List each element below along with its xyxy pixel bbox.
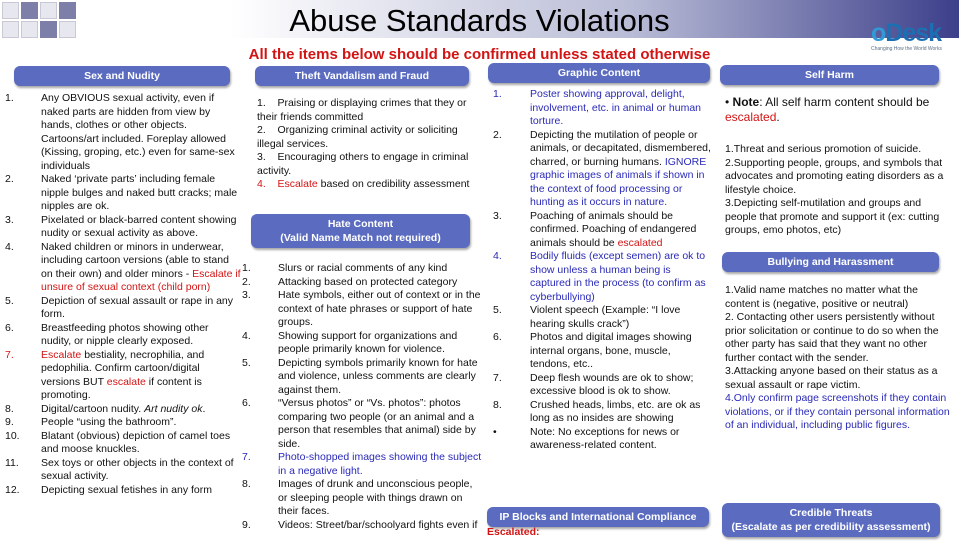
list-item-text: Note: No exceptions for news or awareness-related content. [530,425,680,451]
list-item-text: Showing support for organizations and people primarily known for violence. [278,329,458,355]
self-harm-item-1: 1.Threat and serious promotion of suicide. [725,143,922,155]
list-item [5,295,241,322]
list-item-number: 4. [5,240,14,253]
list-item-number: 1. [5,92,14,104]
header-credible [722,503,940,537]
logo-tagline: Changing How the World Works [871,46,942,52]
note-label: Note [732,95,760,109]
list-item-text: Breastfeeding photos showing other nudity, or nipple clearly exposed. [41,321,209,347]
list-item-number: 7. [242,451,251,463]
header-credible-line1: Credible Threats [789,507,873,519]
list-item-number: 5. [493,304,502,316]
list-item [257,151,483,178]
list-item [242,330,482,357]
list-item [493,372,711,399]
bullying-item-3: 3.Attacking anyone based on their status as a sexual assault or rape victim. [725,365,938,391]
list-item-number: 12. [5,483,20,496]
list-item-number: 2. [242,275,251,288]
list-item [5,241,241,295]
list-item [242,397,482,451]
list-item [493,399,711,426]
list-item-number: 6. [493,331,502,343]
list-item [5,92,241,173]
list-item-text: Depiction of sexual assault or rape in any form. [41,294,234,320]
list-item [242,519,482,533]
list-item-text: escalate [106,375,146,388]
list-item-text: People “using the bathroom”. [41,416,177,428]
hate-list [242,262,482,532]
list-item-text: Escalate [41,348,82,361]
self-harm-item-3: 3.Depicting self-mutilation and groups and people that promote and support it (ex: cutting groups, emo photos, etc) [725,197,940,236]
bullying-content [725,284,950,433]
list-item-number: 1. [242,262,251,274]
bullying-item-2: 2. Contacting other users persistently without prior solicitation or continue to do so when the other party has said that they want no other further contact with the sender. [725,311,939,364]
list-item-number: 10. [5,429,20,442]
list-item-text: Praising or displaying crimes that they or their friends committed [257,97,467,123]
list-item [242,276,482,290]
list-item-number: 7. [493,371,502,384]
list-item-number: 8. [493,398,502,411]
list-item [493,129,711,210]
list-item [242,357,482,398]
list-item [5,403,241,417]
list-item-number: 9. [5,416,14,428]
list-item-number: 1. [493,88,502,100]
list-item-text: Pixelated or black-barred content showing nudity or sexual activity as above. [41,213,237,239]
logo-desk: Desk [885,19,942,47]
list-item-text: “Versus photos” or “Vs. photos”: photos comparing two people (or an animal and a person that resembles that animal) side by side. [278,397,476,450]
list-item [493,331,711,372]
list-item-number: 5. [242,356,251,369]
list-item-text: bestiality, necrophilia, and pedophilia. Confirm cartoon/digital versions BUT [41,348,205,388]
list-item-text: . [202,402,206,415]
list-item-number: 8. [242,478,251,490]
logo-o: o [871,19,886,47]
header-hate [251,214,470,248]
list-item [5,416,241,430]
list-item-text: Crushed heads, limbs, etc. are ok as long as no insides are showing [530,398,701,424]
list-item-number: 8. [5,402,14,415]
self-harm-content [725,95,950,238]
list-item-text: Slurs or racial comments of any kind [278,262,448,274]
list-item-text: Digital/cartoon nudity. [41,402,145,415]
list-item-number: 3. [257,151,266,163]
header-hate-line1: Hate Content [327,218,394,230]
list-item [5,214,241,241]
graphic-list [493,88,711,453]
list-item-number: 9. [242,518,251,531]
list-item [493,304,711,331]
list-item-text: Organizing criminal activity or soliciting illegal services. [257,124,458,150]
list-item-text: Attacking based on protected category [278,275,458,288]
list-item-text: Videos: Street/bar/schoolyard fights even if [278,518,478,531]
note-text: : All self harm content should be [759,95,930,109]
header-ip: IP Blocks and International Compliance [487,507,709,527]
note-end: . [776,110,780,124]
list-item [242,451,482,478]
list-item-text: based on credibility assessment [317,178,470,190]
list-item [5,322,241,349]
header-credible-line2: (Escalate as per credibility assessment) [731,521,931,533]
list-item-text: Deep flesh wounds are ok to show; excessive blood is ok to show. [530,371,694,397]
list-item-text: Naked children or minors in underwear, including cartoon versions (able to stand on their own) and older minors - [41,240,229,280]
list-item-text: Depicting sexual fetishes in any form [41,483,212,496]
list-item [242,262,482,276]
list-item-text: Escalate if unsure of sexual context (child porn) [41,267,241,293]
list-item-number: 2. [5,173,14,185]
list-item [242,289,482,330]
list-item-number: 3. [493,209,502,222]
list-item-number: 3. [242,289,251,301]
list-item [493,210,711,251]
list-item [257,97,483,124]
list-item-text: Depicting symbols primarily known for hate and violence, unless comments are clearly against them. [278,356,478,396]
list-item-text: Art nudity ok [144,402,203,415]
list-item-text: Photos and digital images showing internal organs, bone, muscle, tendons, etc.. [530,331,692,370]
theft-list [257,97,483,192]
page-title: Abuse Standards Violations [289,3,670,38]
list-item-number: 4. [493,250,502,262]
spacer [266,178,278,190]
self-harm-note [725,95,950,125]
list-item-number: 1. [257,97,266,109]
bullying-item-4: 4.Only confirm page screenshots if they contain violations, or if they contain personal information of an individual, including public figures. [725,392,950,431]
bullying-item-1: 1.Valid name matches no matter what the content is (negative, positive or neutral) [725,284,918,310]
page-subtitle: All the items below should be confirmed unless stated otherwise [248,46,711,63]
header-graphic: Graphic Content [488,63,710,83]
list-item-number: 4. [242,329,251,342]
spacer [266,124,278,136]
list-item [5,457,241,484]
list-item-number: 5. [5,294,14,307]
list-item [5,173,241,214]
list-item-text: Images of drunk and unconscious people, or sleeping people with things drawn on their faces. [278,478,473,517]
list-item [493,88,711,129]
list-item-text: Photo-shopped images showing the subject in a negative light. [278,451,482,477]
list-item-text: Hate symbols, either out of context or in the context of hate phrases or support of hate groups. [278,289,481,328]
list-item [493,426,711,453]
list-item-text: Depicting the mutilation of people or animals, or decapitated, dismembered, charred, or burning humans. [530,128,711,168]
list-item-text: escalated [617,236,663,249]
spacer [266,97,278,109]
header-self-harm: Self Harm [720,65,939,85]
header-hate-line2: (Valid Name Match not required) [280,232,441,244]
list-item [242,478,482,519]
ip-escalated-label: Escalated: [487,526,540,538]
list-item [5,349,241,403]
list-item-number: 11. [5,456,19,469]
list-item [493,250,711,304]
note-bullet: • [725,95,730,109]
spacer [266,151,278,163]
list-item-number: 2. [257,124,266,136]
list-item-number: • [493,425,497,438]
list-item-text: Blatant (obvious) depiction of camel toes and moose knuckles. [41,429,231,455]
list-item-text: IGNORE graphic images of animals if shown in the context of food processing or hunting as it occurs in nature. [530,155,707,208]
self-harm-item-2: 2.Supporting people, groups, and symbols that advocates and promoting eating disorders as a lifestyle choice. [725,156,944,196]
list-item-number: 4. [257,178,266,190]
note-escalated: escalated [725,110,777,124]
header-theft: Theft Vandalism and Fraud [255,66,469,86]
list-item-number: 2. [493,128,502,141]
header-bullying: Bullying and Harassment [722,252,939,272]
list-item-text: Sex toys or other objects in the context of sexual activity. [41,456,234,482]
list-item-text: Poaching of animals should be confirmed. Poaching of endangered animals should be [530,209,697,249]
list-item-number: 7. [5,348,14,361]
list-item [257,178,483,192]
list-item [257,124,483,151]
odesk-logo [871,20,941,52]
list-item-text: Bodily fluids (except semen) are ok to show unless a human being is captured in the process (to confirm as cyberbullying) [530,250,706,303]
list-item-text: Poster showing approval, delight, involvement, etc. in animal or human torture. [530,88,701,127]
list-item-text: Encouraging others to engage in criminal activity. [257,151,469,177]
list-item-number: 6. [242,397,251,409]
sex-nudity-list [5,92,241,497]
list-item-text: Naked ‘private parts’ including female nipple bulges and naked butt cracks; male nipples are ok. [41,173,238,212]
list-item-text: Escalate [277,178,318,190]
list-item [5,430,241,457]
list-item-text: Any OBVIOUS sexual activity, even if naked parts are hidden from view by hands, clothes or other objects. Cartoons/art included. Foreplay allowed (Kissing, groping, etc.) even for same-sex individuals [41,92,235,172]
list-item [5,484,241,498]
list-item-number: 6. [5,321,14,334]
list-item-text: Violent speech (Example: “I love hearing skulls crack”) [530,304,681,330]
list-item-number: 3. [5,213,14,226]
header-sex-nudity: Sex and Nudity [14,66,230,86]
list-item-text: if content is promoting. [41,375,202,401]
